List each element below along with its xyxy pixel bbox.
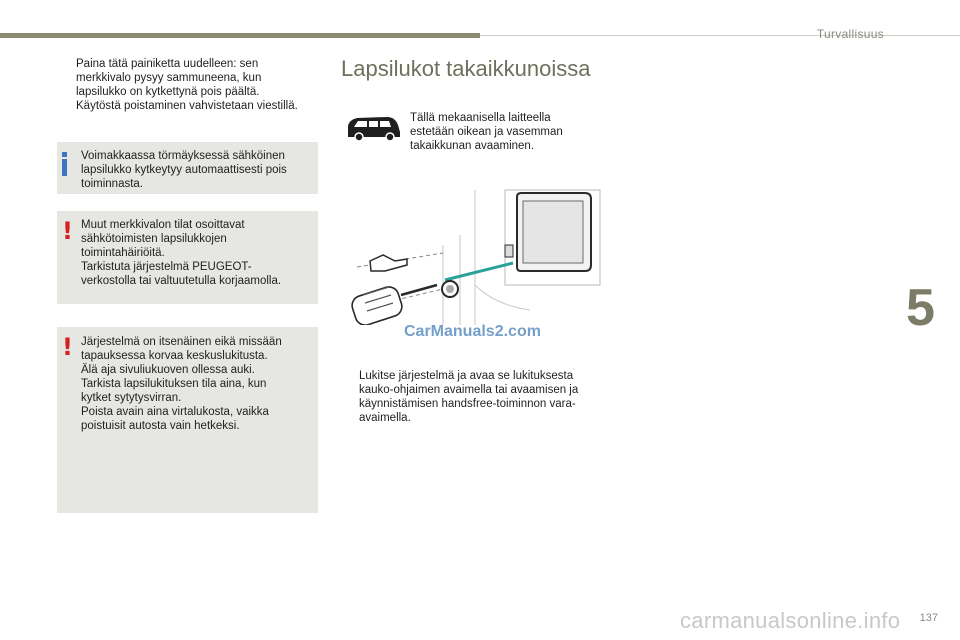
warning-text-2: Järjestelmä on itsenäinen eikä missään tapauksessa korvaa keskuslukitusta. Älä aja sivuliukuoven ollessa auki. Tarkista lapsilukituksen tila aina, kun kytket sytytysvirran. Poista avain aina virtalukosta, vaikka poistuisit autosta vain hetkeksi.	[81, 336, 282, 432]
step-text-right: Lukitse järjestelmä ja avaa se lukituksesta kauko-ohjaimen avaimella tai avaamisen ja käynnistämisen handsfree-toiminnon vara- avaimella.	[359, 370, 579, 424]
intro-text: Tällä mekaanisella laitteella estetään oikean ja vasemman takaikkunan avaaminen.	[410, 112, 563, 152]
warning-text-1: Muut merkkivalon tilat osoittavat sähkötoimisten lapsilukkojen toimintahäiriöitä. Tarkistuta järjestelmä PEUGEOT- verkostolla tai valtuutetulla korjaamolla.	[81, 219, 282, 287]
section-title: Turvallisuus	[816, 27, 884, 41]
warning-icon: !	[62, 217, 73, 245]
window-lock-illustration	[345, 185, 605, 325]
page-number: 137	[919, 612, 938, 624]
section-heading: Lapsilukot takaikkunoissa	[341, 56, 591, 81]
step-bullet-left	[60, 57, 322, 113]
watermark-text: CarManuals2.com	[404, 323, 541, 340]
warning-box-2	[57, 327, 318, 513]
header-accent-bar	[0, 33, 480, 38]
info-box	[57, 142, 318, 194]
warning-box-1	[57, 211, 318, 304]
van-icon	[345, 113, 403, 143]
footer-watermark: carmanualsonline.info	[680, 608, 901, 633]
step-text-left: Paina tätä painiketta uudelleen: sen merkkivalo pysyy sammuneena, kun lapsilukko on kytkettynä pois päältä. Käytöstä poistaminen vahvistetaan viestillä.	[76, 58, 298, 112]
info-icon	[62, 152, 67, 176]
info-text: Voimakkaassa törmäyksessä sähköinen lapsilukko kytkeytyy automaattisesti pois toiminnasta.	[81, 150, 287, 190]
step-bullet-right	[343, 369, 605, 425]
warning-icon: !	[62, 333, 73, 361]
header-rule	[480, 35, 960, 36]
chapter-number: 5	[906, 279, 935, 337]
